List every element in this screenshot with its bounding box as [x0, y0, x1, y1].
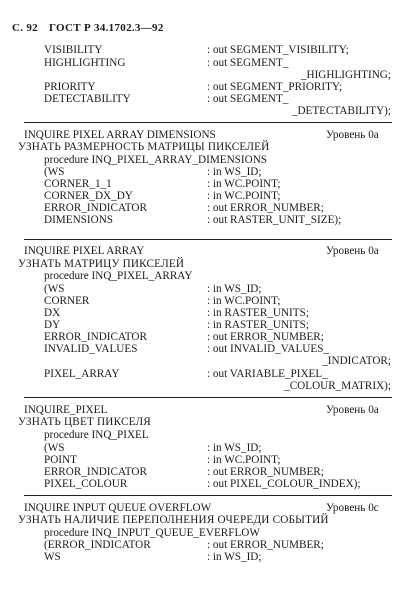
param-name: ERROR_INDICATOR — [44, 331, 147, 343]
param-name: PIXEL_COLOUR — [44, 478, 128, 490]
section-title: INQUIRE PIXEL ARRAY DIMENSIONS — [24, 129, 216, 141]
section-divider — [24, 397, 392, 398]
section-divider — [24, 239, 392, 240]
param-type: : out INVALID_VALUES_ — [207, 343, 330, 355]
page-number: С. 92 — [12, 22, 38, 34]
param-name: (WS — [44, 442, 65, 454]
param-name: (ERROR_INDICATOR — [44, 539, 151, 551]
level-label: Уровень 0a — [326, 404, 379, 416]
document-code: ГОСТ Р 34.1702.3—92 — [49, 22, 164, 34]
section-title: INQUIRE PIXEL ARRAY — [24, 245, 145, 257]
param-type: : out VARIABLE_PIXEL_ — [207, 368, 328, 380]
param-type: : in WS_ID; — [207, 551, 262, 563]
param-name: DX — [44, 307, 61, 319]
page-header — [12, 22, 164, 34]
param-name: PIXEL_ARRAY — [44, 368, 120, 380]
param-type-continuation: _COLOUR_MATRIX); — [284, 380, 391, 392]
param-name: CORNER_DX_DY — [44, 190, 133, 202]
level-label: Уровень 0a — [326, 245, 379, 257]
param-type: : in WS_ID; — [207, 442, 262, 454]
param-name: DY — [44, 319, 61, 331]
level-label: Уровень 0a — [326, 129, 379, 141]
param-type-continuation: _DETECTABILITY); — [291, 105, 391, 117]
section-title-russian: УЗНАТЬ МАТРИЦУ ПИКСЕЛЕЙ — [18, 258, 185, 270]
param-name: PRIORITY — [44, 81, 96, 93]
param-type: : in WC.POINT; — [207, 178, 281, 190]
param-name: HIGHLIGHTING — [44, 57, 126, 69]
param-type: : out SEGMENT_VISIBILITY; — [207, 44, 349, 56]
param-type: : out RASTER_UNIT_SIZE); — [207, 214, 342, 226]
param-type: : out PIXEL_COLOUR_INDEX); — [207, 478, 361, 490]
param-name: ERROR_INDICATOR — [44, 466, 147, 478]
param-type: : in RASTER_UNITS; — [207, 307, 309, 319]
param-name: VISIBILITY — [44, 44, 103, 56]
param-type-continuation: _HIGHLIGHTING; — [300, 69, 391, 81]
level-label: Уровень 0c — [326, 502, 379, 514]
param-type: : in WS_ID; — [207, 283, 262, 295]
param-type: : out ERROR_NUMBER; — [207, 539, 324, 551]
param-name: (WS — [44, 283, 65, 295]
param-type: : out SEGMENT_PRIORITY; — [207, 81, 343, 93]
param-type: : out ERROR_NUMBER; — [207, 466, 324, 478]
param-name: INVALID_VALUES — [44, 343, 138, 355]
param-name: (WS — [44, 166, 65, 178]
param-name: CORNER — [44, 295, 90, 307]
param-type: : out SEGMENT_ — [207, 57, 289, 69]
param-name: DETECTABILITY — [44, 93, 131, 105]
section-title: INQUIRE_PIXEL — [24, 404, 108, 416]
param-type: : out ERROR_NUMBER; — [207, 202, 324, 214]
param-type: : in WC.POINT; — [207, 190, 281, 202]
param-name: WS — [44, 551, 61, 563]
procedure-declaration: procedure INQ_INPUT_QUEUE_EVERFLOW — [44, 527, 260, 539]
procedure-declaration: procedure INQ_PIXEL_ARRAY — [44, 270, 193, 282]
section-divider — [24, 495, 392, 496]
param-name: CORNER_1_1 — [44, 178, 112, 190]
section-title-russian: УЗНАТЬ РАЗМЕРНОСТЬ МАТРИЦЫ ПИКСЕЛЕЙ — [18, 141, 270, 153]
param-name: POINT — [44, 454, 77, 466]
section-title: INQUIRE INPUT QUEUE OVERFLOW — [24, 502, 212, 514]
section-title-russian: УЗНАТЬ НАЛИЧИЕ ПЕРЕПОЛНЕНИЯ ОЧЕРЕДИ СОБЫТИЙ — [18, 514, 329, 526]
param-type: : in WC.POINT; — [207, 454, 281, 466]
section-divider — [24, 122, 392, 123]
param-name: ERROR_INDICATOR — [44, 202, 147, 214]
param-name: DIMENSIONS — [44, 214, 113, 226]
param-type: : in WS_ID; — [207, 166, 262, 178]
param-type: : out SEGMENT_ — [207, 93, 289, 105]
param-type: : out ERROR_NUMBER; — [207, 331, 324, 343]
param-type-continuation: _INDICATOR; — [322, 355, 391, 367]
section-title-russian: УЗНАТЬ ЦВЕТ ПИКСЕЛЯ — [18, 416, 151, 428]
param-type: : in WC.POINT; — [207, 295, 281, 307]
procedure-declaration: procedure INQ_PIXEL — [44, 429, 149, 441]
procedure-declaration: procedure INQ_PIXEL_ARRAY_DIMENSIONS — [44, 154, 268, 166]
param-type: : in RASTER_UNITS; — [207, 319, 309, 331]
